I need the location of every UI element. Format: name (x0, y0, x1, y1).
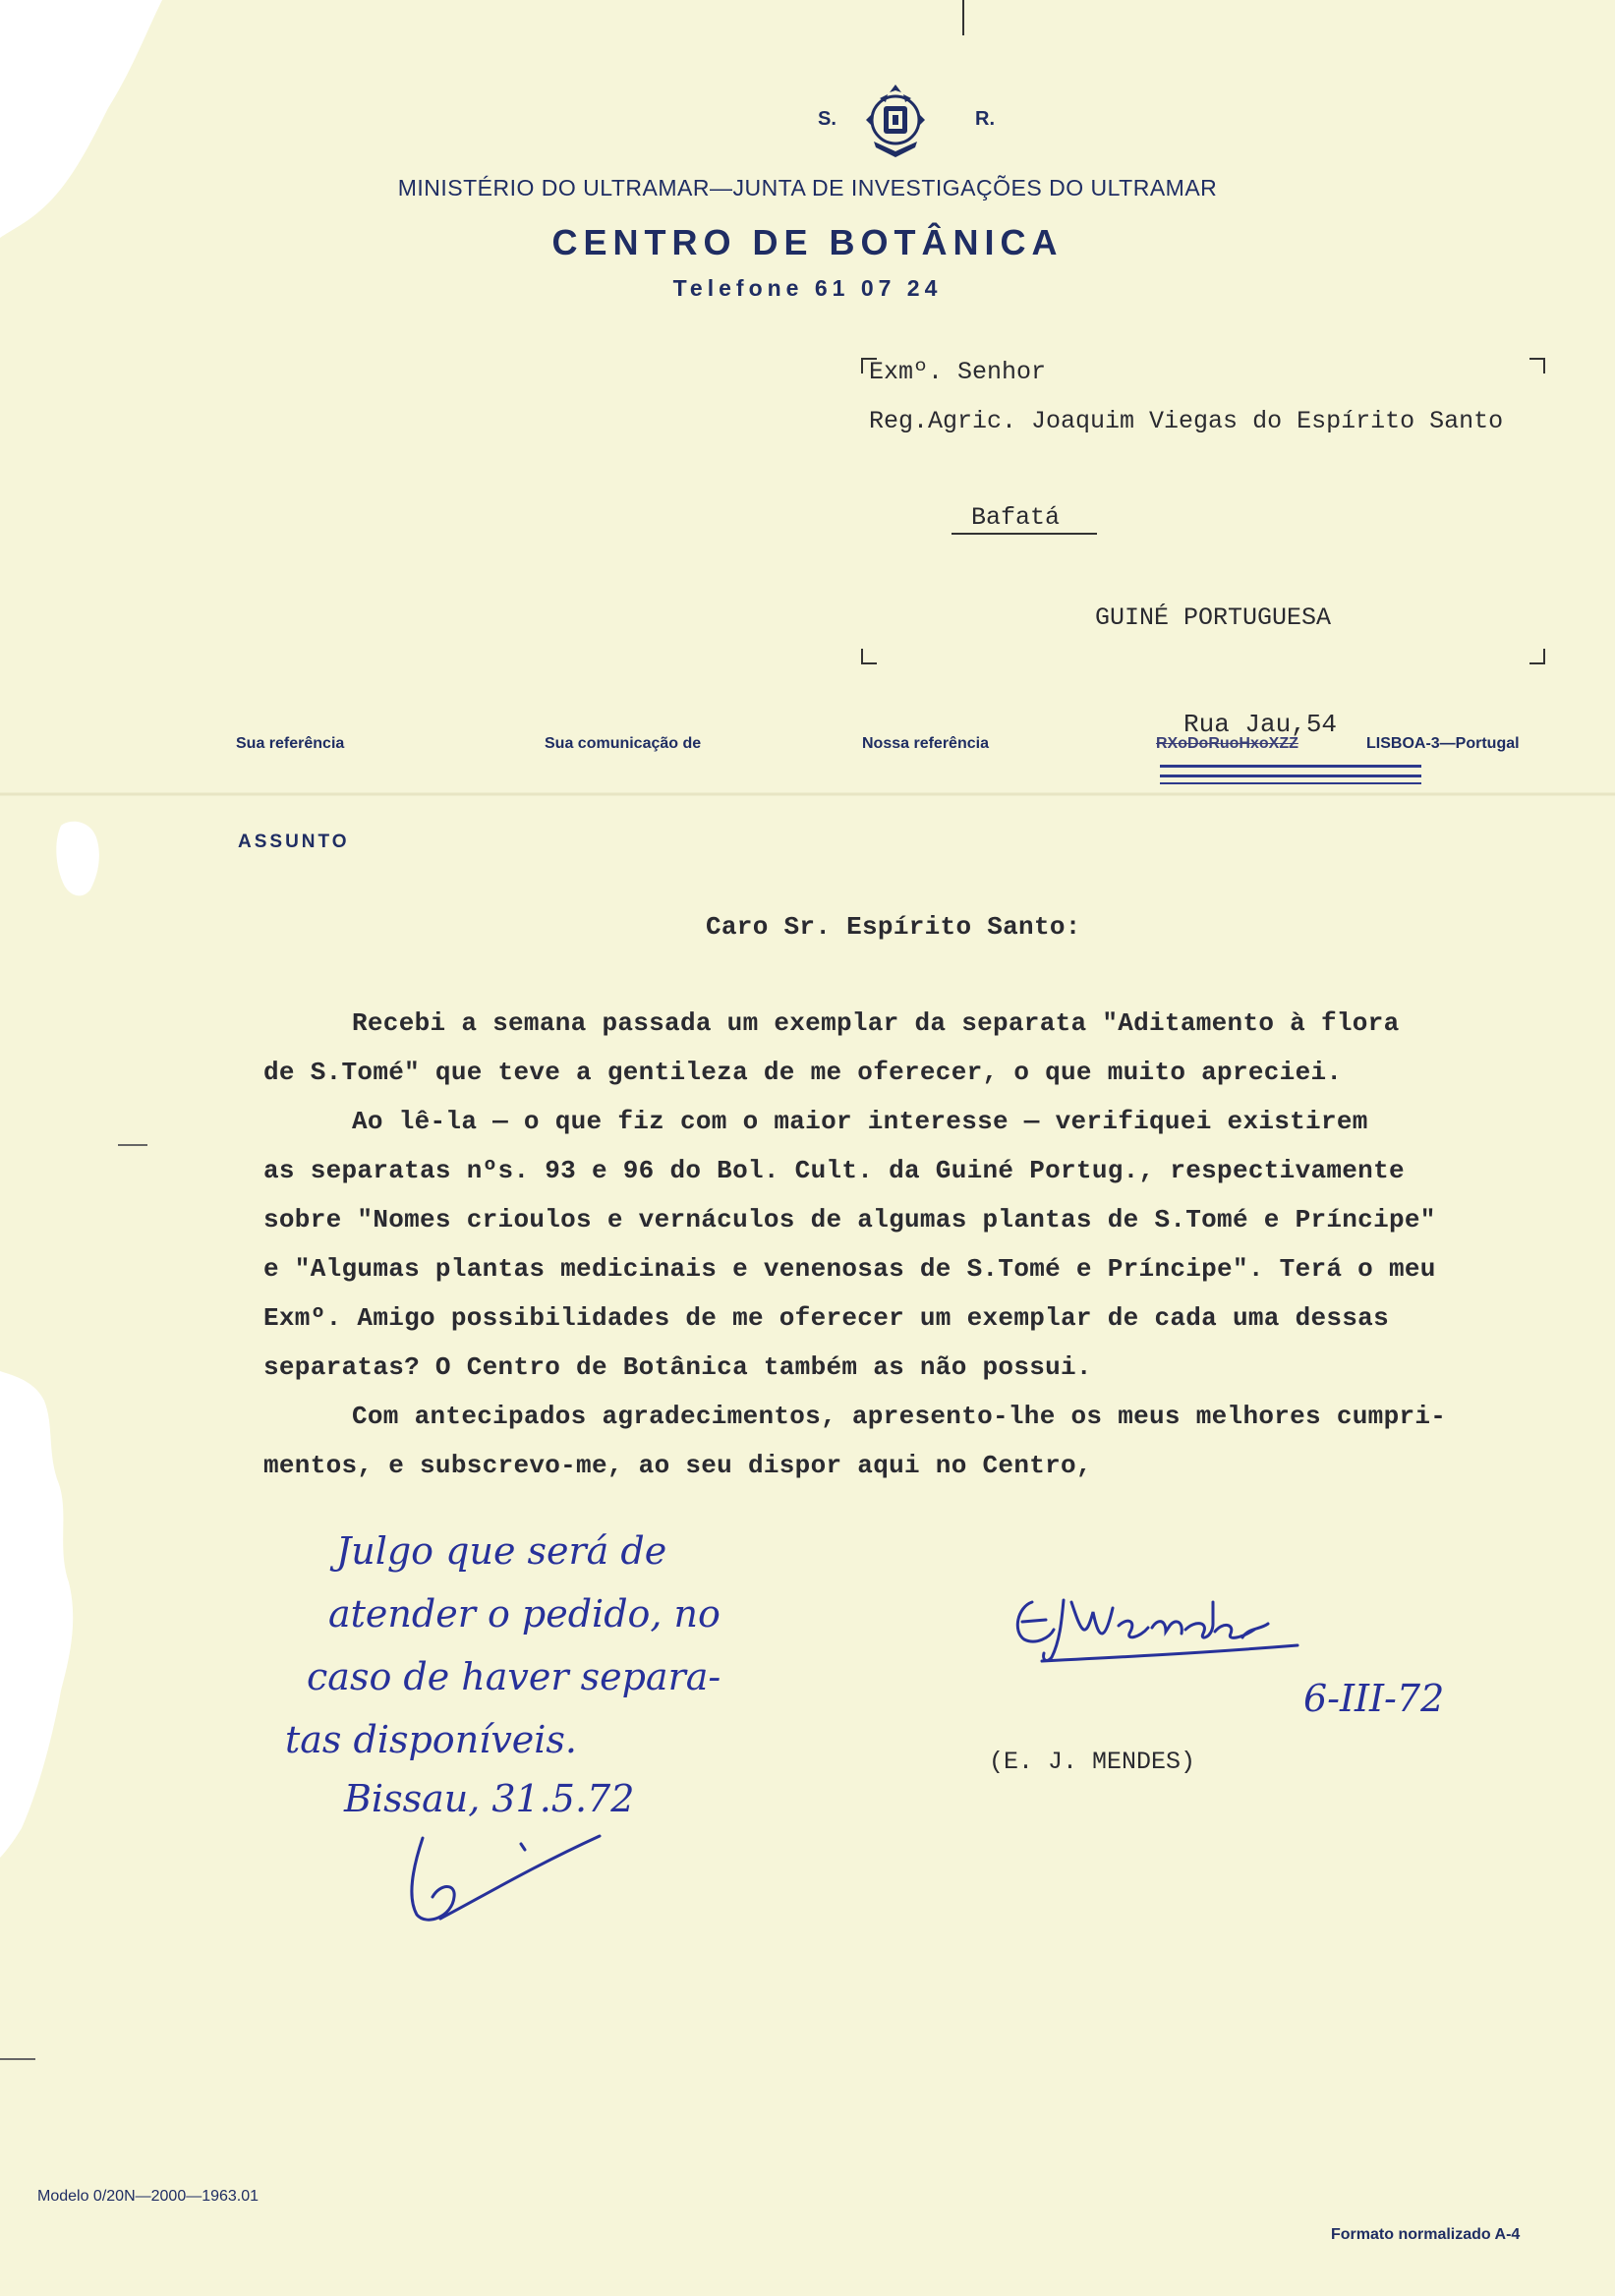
letter-line: mentos, e subscrevo-me, ao seu dispor aqui no Centro, (263, 1451, 1092, 1480)
recipient-town: Bafatá (971, 503, 1061, 532)
your-communication-label: Sua comunicação de (545, 735, 702, 752)
our-reference-label: Nossa referência (862, 735, 989, 752)
coat-of-arms-icon (860, 81, 931, 159)
handwritten-note-line: atender o pedido, no (328, 1592, 721, 1636)
letter-line: Com antecipados agradecimentos, apresento-lhe os meus melhores cumpri- (352, 1402, 1447, 1431)
printed-city: LISBOA-3—Portugal (1366, 735, 1520, 752)
address-window-corner-tr (1529, 358, 1545, 373)
recipient-town-underline (952, 533, 1097, 535)
handwritten-note-line: tas disponíveis. (285, 1718, 578, 1761)
letter-greeting: Caro Sr. Espírito Santo: (706, 912, 1081, 942)
address-strike-line-1 (1160, 765, 1421, 768)
address-strike-line-2 (1160, 775, 1421, 777)
letter-line: separatas? O Centro de Botânica também as não possui. (263, 1352, 1092, 1382)
signatory-name: (E. J. MENDES) (989, 1748, 1196, 1776)
recipient-name: Reg.Agric. Joaquim Viegas do Espírito Santo (869, 407, 1504, 435)
letter-line: de S.Tomé" que teve a gentileza de me oferecer, o que muito apreciei. (263, 1058, 1343, 1087)
centre-title: CENTRO DE BOTÂNICA (551, 222, 1064, 262)
address-window-corner-br (1529, 649, 1545, 664)
your-reference-label: Sua referência (236, 735, 345, 752)
letter-line: sobre "Nomes crioulos e vernáculos de algumas plantas de S.Tomé e Príncipe" (263, 1205, 1436, 1234)
letter-line: Exmº. Amigo possibilidades de me oferecer um exemplar de cada uma dessas (263, 1303, 1389, 1333)
paper-format: Formato normalizado A-4 (1331, 2226, 1521, 2243)
ministry-heading: MINISTÉRIO DO ULTRAMAR—JUNTA DE INVESTIGAÇÕES DO ULTRAMAR (397, 175, 1218, 201)
handwritten-signature (1003, 1573, 1327, 1681)
handwritten-note-line: Julgo que será de (336, 1529, 667, 1573)
struck-address: RXoDoRuoHxoXZZ (1156, 735, 1298, 752)
letterhead-r-mark: R. (975, 108, 995, 130)
address-strike-line-3 (1160, 782, 1421, 784)
letter-line: e "Algumas plantas medicinais e venenosas de S.Tomé e Príncipe". Terá o meu (263, 1254, 1436, 1284)
typed-address: Rua Jau,54 (1183, 710, 1338, 739)
letter-line: Recebi a semana passada um exemplar da separata "Aditamento à flora (352, 1008, 1400, 1038)
recipient-salutation: Exmº. Senhor (869, 358, 1047, 386)
handwritten-initials (393, 1828, 609, 1936)
telephone-line: Telefone 61 07 24 (672, 275, 943, 301)
recipient-country: GUINÉ PORTUGUESA (1095, 603, 1332, 632)
handwritten-note-place-date: Bissau, 31.5.72 (344, 1777, 635, 1820)
letter-line: as separatas nºs. 93 e 96 do Bol. Cult. da Guiné Portug., respectivamente (263, 1156, 1405, 1185)
handwritten-note-line: caso de haver separa- (307, 1655, 721, 1698)
address-window-corner-bl (861, 649, 877, 664)
letterhead-s-mark: S. (818, 108, 836, 130)
subject-label: ASSUNTO (238, 832, 350, 852)
model-number: Modelo 0/20N—2000—1963.01 (37, 2188, 260, 2205)
letter-line: Ao lê-la — o que fiz com o maior interesse — verifiquei existirem (352, 1107, 1368, 1136)
signature-date: 6-III-72 (1303, 1677, 1445, 1720)
